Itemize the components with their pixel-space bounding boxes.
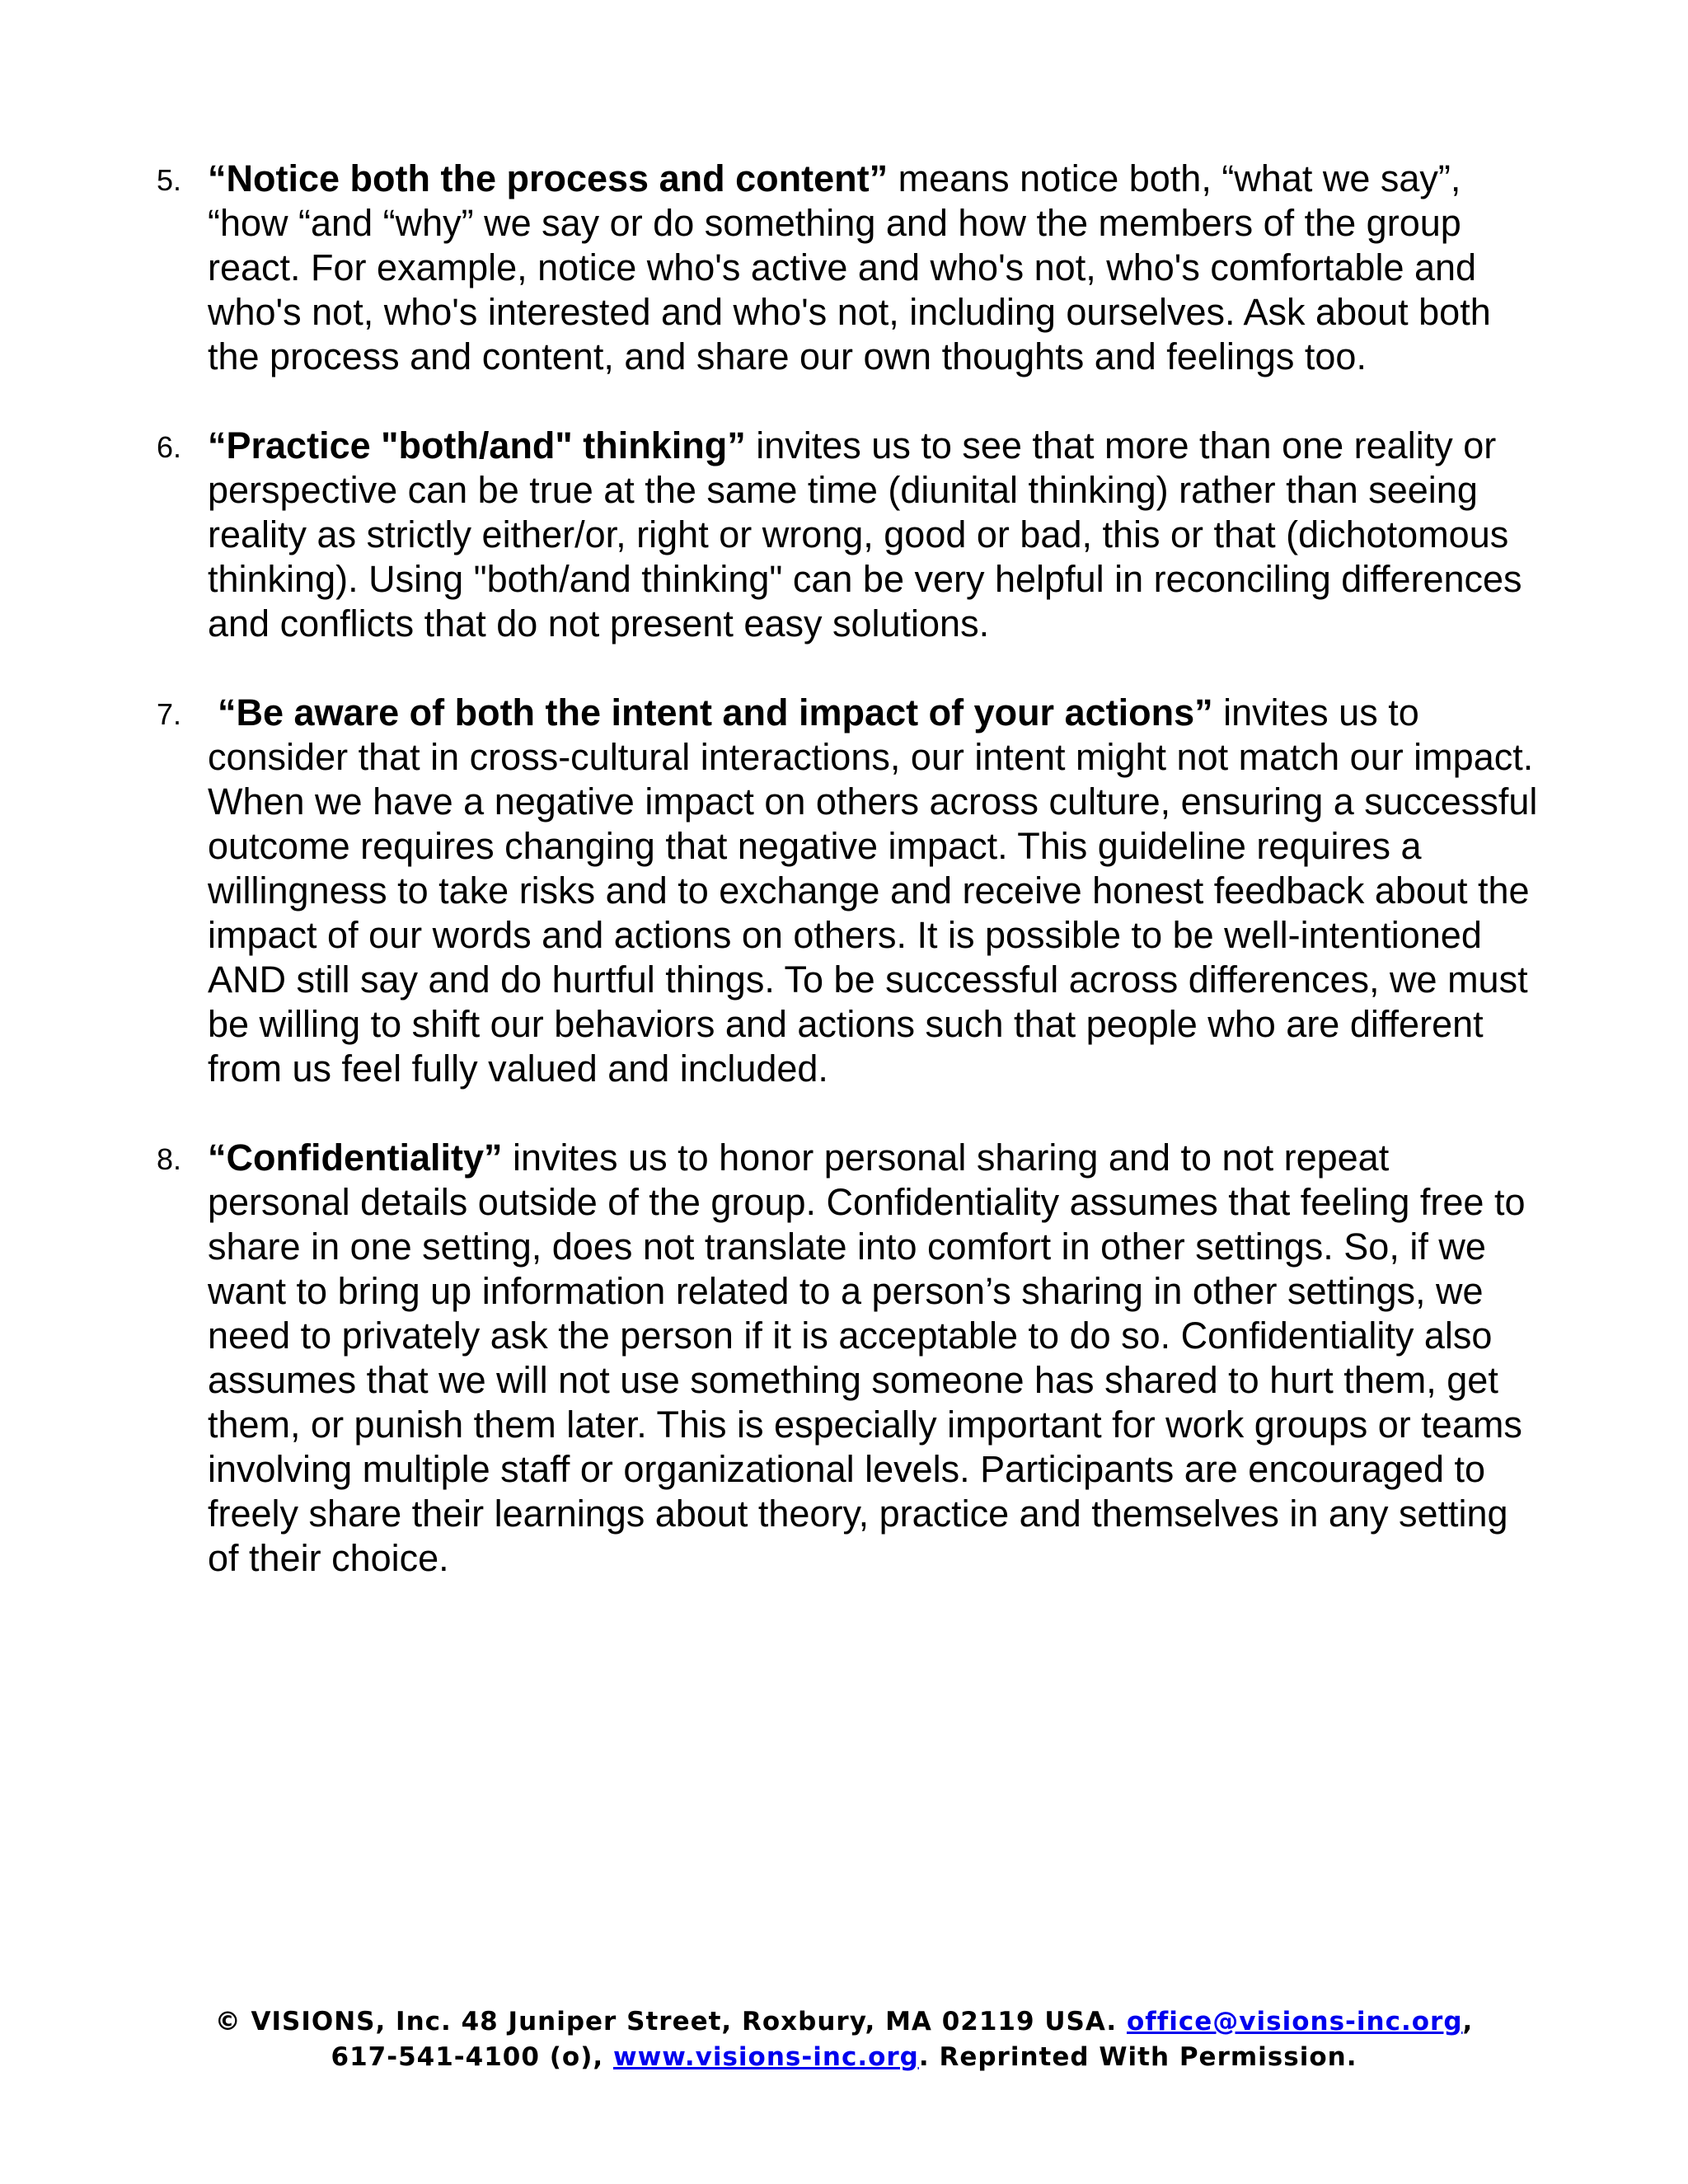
guideline-number: 5.: [157, 163, 182, 197]
guideline-number: 8.: [157, 1142, 182, 1176]
website-link[interactable]: www.visions-inc.org: [612, 2042, 919, 2072]
footer: [0, 2004, 1688, 2075]
guideline-title: “Notice both the process and content”: [208, 157, 889, 199]
guidelines-list: [157, 157, 1541, 1625]
footer-line-1: [0, 2004, 1688, 2040]
guideline-number: 7.: [157, 697, 182, 731]
guideline-item-7: [157, 691, 1541, 1091]
guideline-body: invites us to honor personal sharing and to not repeat personal details outside of the group. Confidentiality assumes that feeling free to share in one setting, does not translate into comfort in other settings. So, if we want to bring up information related to a person’s sharing in other settings, we need to privately ask the person if it is acceptable to do so. Confidentiality also assumes that we will not use something someone has shared to hurt them, get them, or punish them later. This is especially important for work groups or teams involving multiple staff or organizational levels. Participants are encouraged to freely share their learnings about theory, practice and themselves in any setting of their choice.: [208, 1137, 1526, 1579]
footer-phone: 617-541-4100 (o),: [331, 2042, 613, 2072]
footer-line-2: [0, 2040, 1688, 2075]
guideline-item-6: [157, 424, 1541, 646]
guideline-item-5: [157, 157, 1541, 379]
guideline-number: 6.: [157, 430, 182, 464]
email-link[interactable]: office@visions-inc.org: [1127, 2007, 1463, 2036]
footer-permission: . Reprinted With Permission.: [918, 2042, 1357, 2072]
footer-comma: ,: [1462, 2007, 1474, 2036]
guideline-title: “Confidentiality”: [208, 1137, 503, 1179]
guideline-title: “Practice "both/and" thinking”: [208, 424, 746, 466]
guideline-body: invites us to consider that in cross-cultural interactions, our intent might not match our impact. When we have a negative impact on others across culture, ensuring a successful outcome requires changing that negative impact. This guideline requires a willingness to take risks and to exchange and receive honest feedback about the impact of our words and actions on others. It is possible to be well-intentioned AND still say and do hurtful things. To be successful across differences, we must be willing to shift our behaviors and actions such that people who are different from us feel fully valued and included.: [208, 691, 1538, 1090]
footer-address: © VISIONS, Inc. 48 Juniper Street, Roxbury, MA 02119 USA.: [214, 2007, 1127, 2036]
guideline-item-8: [157, 1136, 1541, 1581]
guideline-body: means notice both, “what we say”, “how “and “why” we say or do something and how the members of the group react. For example, notice who's active and who's not, who's comfortable and who's not, who's interested and who's not, including ourselves. Ask about both the process and content, and share our own thoughts and feelings too.: [208, 157, 1491, 377]
guideline-body: invites us to see that more than one reality or perspective can be true at the same time (diunital thinking) rather than seeing reality as strictly either/or, right or wrong, good or bad, this or that (dichotomous thinking). Using "both/and thinking" can be very helpful in reconciling differences and conflicts that do not present easy solutions.: [208, 424, 1522, 644]
guideline-title: “Be aware of both the intent and impact of your actions”: [218, 691, 1213, 733]
